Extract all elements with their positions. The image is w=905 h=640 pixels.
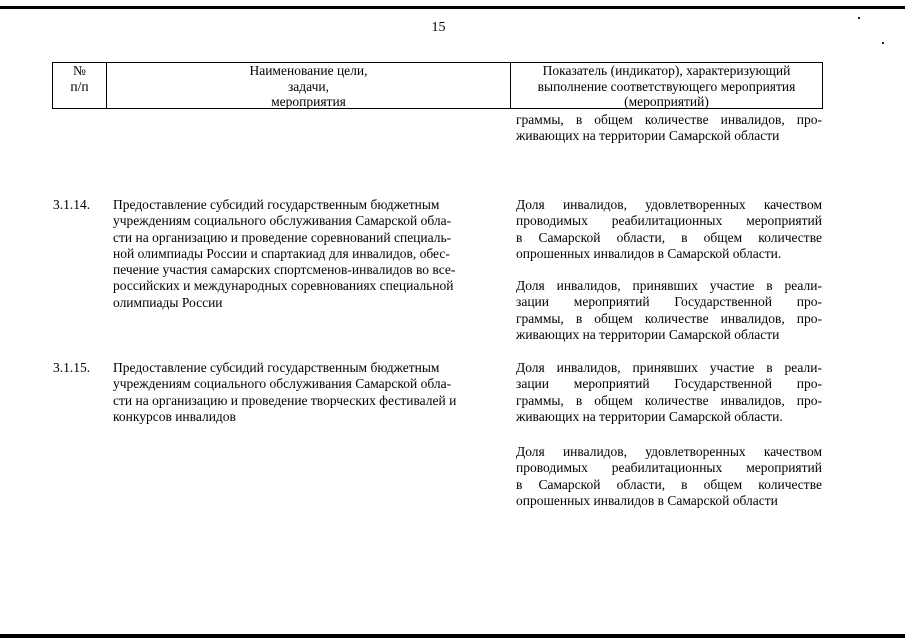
text-line: ной олимпиады России и спартакиад для инвалидов, обес- <box>113 245 450 261</box>
text-line: Доля инвалидов, принявших участие в реали- <box>516 360 822 375</box>
scan-speck <box>882 42 884 44</box>
text-line: опрошенных инвалидов в Самарской области <box>516 492 778 508</box>
header-indicator-column <box>511 63 822 108</box>
row-indicator <box>516 197 822 262</box>
text-line: проводимых реабилитационных мероприятий <box>516 460 822 476</box>
header-text: (мероприятий) <box>624 94 709 109</box>
scan-speck <box>858 17 860 19</box>
text-line: граммы, в общем количестве инвалидов, про- <box>516 392 822 408</box>
text-line: проводимых реабилитационных мероприятий <box>516 213 822 229</box>
continuation-indicator <box>516 112 822 145</box>
header-number-column <box>53 63 107 108</box>
text-line: печение участия самарских спортсменов-инвалидов во все- <box>113 262 456 278</box>
row-indicator <box>516 278 822 343</box>
header-text: Наименование цели, <box>249 63 368 78</box>
text-line: живающих на территории Самарской области <box>516 128 780 144</box>
text-line: конкурсов инвалидов <box>113 408 236 424</box>
text-line: граммы, в общем количестве инвалидов, про- <box>516 310 822 326</box>
text-line: Предоставление субсидий государственным бюджетным <box>113 197 440 212</box>
text-line: Доля инвалидов, удовлетворенных качеством <box>516 197 822 212</box>
text-line: зации мероприятий Государственной про- <box>516 294 822 310</box>
table-header <box>52 62 823 109</box>
bottom-border-rule <box>0 634 905 638</box>
header-name-column <box>107 63 511 108</box>
header-text: Показатель (индикатор), характеризующий <box>542 63 791 78</box>
text-line: сти на организацию и проведение творческих фестивалей и <box>113 392 457 408</box>
text-line: опрошенных инвалидов в Самарской области. <box>516 245 782 261</box>
text-line: российских и международных соревнованиях специальной <box>113 278 454 294</box>
row-number: 3.1.15. <box>53 360 91 375</box>
text-line: граммы, в общем количестве инвалидов, про- <box>516 112 822 127</box>
text-line: учреждениям социального обслуживания Самарской обла- <box>113 376 452 392</box>
header-text: выполнение соответствующего мероприятия <box>537 78 796 94</box>
text-line: в Самарской области, в общем количестве <box>516 476 822 492</box>
text-line: зации мероприятий Государственной про- <box>516 376 822 392</box>
text-line: в Самарской области, в общем количестве <box>516 229 822 245</box>
text-line: сти на организацию и проведение соревнований специаль- <box>113 229 452 245</box>
row-name <box>113 360 503 425</box>
top-border-rule <box>0 6 905 9</box>
text-line: олимпиады России <box>113 294 223 310</box>
row-indicator <box>516 360 822 425</box>
page-number: 15 <box>431 20 446 35</box>
row-number: 3.1.14. <box>53 197 91 212</box>
text-line: учреждениям социального обслуживания Самарской обла- <box>113 213 452 229</box>
text-line: Предоставление субсидий государственным бюджетным <box>113 360 440 375</box>
row-indicator <box>516 444 822 509</box>
text-line: Доля инвалидов, удовлетворенных качеством <box>516 444 822 459</box>
header-text: задачи, <box>287 78 330 94</box>
header-text: п/п <box>70 78 89 94</box>
header-text: № <box>73 63 86 78</box>
text-line: живающих на территории Самарской области. <box>516 408 783 424</box>
header-text: мероприятия <box>271 94 346 109</box>
text-line: живающих на территории Самарской области <box>516 326 780 342</box>
text-line: Доля инвалидов, принявших участие в реали- <box>516 278 822 293</box>
row-name <box>113 197 503 311</box>
